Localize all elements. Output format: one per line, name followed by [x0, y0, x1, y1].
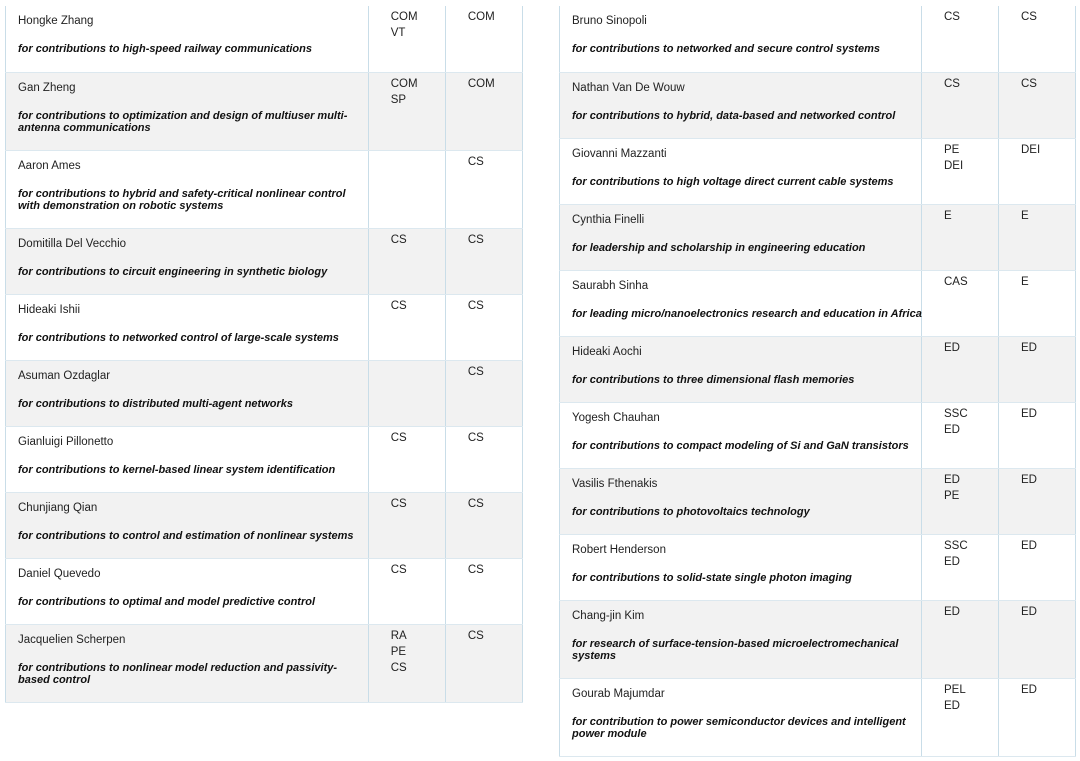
evaluation-cell	[999, 402, 1076, 468]
society-list: PEL ED	[944, 683, 966, 712]
evaluation-society: CS	[467, 299, 484, 312]
fellow-cell	[560, 678, 922, 756]
society-cell	[368, 150, 445, 228]
fellow-cell	[6, 150, 369, 228]
evaluation-society: ED	[1021, 605, 1037, 618]
table-row	[6, 492, 523, 558]
fellow-citation: for contributions to control and estimation of nonlinear systems	[18, 529, 354, 542]
evaluation-society: DEI	[1021, 143, 1041, 156]
society-cell	[368, 294, 445, 360]
evaluation-cell	[999, 468, 1076, 534]
evaluation-society: CS	[467, 497, 484, 510]
society-list: CAS	[944, 275, 968, 288]
fellow-citation: for contributions to three dimensional flash memories	[572, 373, 855, 386]
society-list: COM SP	[390, 77, 418, 106]
fellow-name: Saurabh Sinha	[572, 279, 649, 292]
evaluation-society: COM	[467, 11, 495, 23]
society-list: ED	[944, 341, 960, 354]
table-row	[6, 72, 523, 150]
fellow-cell	[560, 402, 922, 468]
table-row	[6, 624, 523, 702]
society-cell	[368, 426, 445, 492]
society-list: CS	[944, 11, 960, 23]
table-row	[560, 204, 1076, 270]
table-row	[6, 426, 523, 492]
evaluation-society: CS	[1021, 11, 1037, 23]
society-cell	[368, 360, 445, 426]
right-table-body	[560, 6, 1076, 756]
fellow-citation: for contributions to high voltage direct current cable systems	[572, 175, 894, 188]
evaluation-cell	[999, 204, 1076, 270]
fellow-name: Robert Henderson	[572, 543, 666, 556]
fellow-name: Yogesh Chauhan	[572, 411, 660, 424]
evaluation-cell	[445, 624, 522, 702]
fellow-cell	[6, 72, 369, 150]
evaluation-cell	[445, 294, 522, 360]
fellow-citation: for research of surface-tension-based microelectromechanical systems	[572, 637, 899, 662]
society-list: CS	[390, 497, 407, 510]
left-table-body	[6, 6, 523, 702]
fellow-cell	[6, 558, 369, 624]
table-row	[6, 150, 523, 228]
evaluation-cell	[999, 534, 1076, 600]
table-row	[560, 468, 1076, 534]
fellow-cell	[560, 72, 922, 138]
fellow-citation: for leadership and scholarship in engineering education	[572, 241, 866, 254]
evaluation-cell	[999, 138, 1076, 204]
society-list: SSC ED	[944, 539, 968, 568]
fellow-cell	[6, 360, 369, 426]
society-list: ED PE	[944, 473, 960, 502]
evaluation-cell	[445, 426, 522, 492]
fellow-name: Jacquelien Scherpen	[18, 633, 126, 646]
evaluation-cell	[445, 228, 522, 294]
evaluation-society: E	[1021, 275, 1029, 288]
society-list: CS	[390, 299, 407, 312]
evaluation-society: ED	[1021, 539, 1037, 552]
table-row	[6, 6, 523, 72]
evaluation-cell	[445, 492, 522, 558]
evaluation-society: E	[1021, 209, 1029, 222]
evaluation-cell	[445, 558, 522, 624]
table-row	[6, 558, 523, 624]
table-row	[6, 360, 523, 426]
evaluation-society: CS	[467, 431, 484, 444]
fellow-name: Cynthia Finelli	[572, 213, 645, 226]
society-cell	[922, 72, 999, 138]
society-cell	[368, 624, 445, 702]
fellow-cell	[560, 534, 922, 600]
fellow-name: Aaron Ames	[18, 159, 81, 172]
fellow-name: Daniel Quevedo	[18, 567, 101, 580]
fellow-cell	[6, 228, 369, 294]
evaluation-cell	[445, 150, 522, 228]
fellow-citation: for contributions to optimal and model predictive control	[18, 595, 316, 608]
fellow-name: Hideaki Ishii	[18, 303, 80, 316]
society-cell	[922, 678, 999, 756]
society-cell	[922, 6, 999, 72]
society-cell	[368, 72, 445, 150]
society-cell	[368, 6, 445, 72]
evaluation-society: ED	[1021, 407, 1037, 420]
evaluation-cell	[999, 270, 1076, 336]
table-row	[560, 678, 1076, 756]
fellow-citation: for contributions to networked and secure control systems	[572, 43, 881, 55]
society-cell	[922, 600, 999, 678]
evaluation-cell	[445, 360, 522, 426]
table-row	[560, 72, 1076, 138]
fellow-cell	[560, 6, 922, 72]
evaluation-society: ED	[1021, 341, 1037, 354]
society-list: RA PE CS	[390, 629, 407, 674]
evaluation-cell	[999, 72, 1076, 138]
fellow-citation: for contributions to compact modeling of Si and GaN transistors	[572, 439, 909, 452]
society-list: PE DEI	[944, 143, 964, 172]
fellow-cell	[6, 624, 369, 702]
fellow-cell	[560, 204, 922, 270]
table-row	[560, 270, 1076, 336]
fellow-name: Giovanni Mazzanti	[572, 147, 667, 160]
evaluation-society: ED	[1021, 473, 1037, 486]
evaluation-cell	[999, 336, 1076, 402]
society-list: E	[944, 209, 952, 222]
table-row	[560, 402, 1076, 468]
table-row	[560, 6, 1076, 72]
fellow-name: Bruno Sinopoli	[572, 15, 647, 27]
fellow-citation: for contributions to high-speed railway communications	[18, 43, 312, 55]
fellow-name: Nathan Van De Wouw	[572, 81, 685, 94]
society-cell	[922, 204, 999, 270]
society-list: CS	[390, 233, 407, 246]
fellow-citation: for contributions to hybrid, data-based and networked control	[572, 109, 896, 122]
table-row	[560, 600, 1076, 678]
fellow-cell	[6, 426, 369, 492]
evaluation-society: CS	[467, 155, 484, 168]
evaluation-society: ED	[1021, 683, 1037, 696]
fellow-name: Chang-jin Kim	[572, 609, 645, 622]
evaluation-society: CS	[467, 233, 484, 246]
fellow-citation: for contributions to distributed multi-agent networks	[18, 397, 293, 410]
society-cell	[368, 558, 445, 624]
fellows-table-right	[559, 6, 1076, 757]
fellows-table-left	[5, 6, 523, 703]
society-list: CS	[390, 431, 407, 444]
fellow-citation: for contributions to solid-state single photon imaging	[572, 571, 852, 584]
fellow-name: Hongke Zhang	[18, 15, 94, 27]
evaluation-cell	[999, 6, 1076, 72]
society-cell	[922, 468, 999, 534]
fellow-name: Domitilla Del Vecchio	[18, 237, 127, 250]
society-list: ED	[944, 605, 960, 618]
society-cell	[922, 336, 999, 402]
fellow-cell	[560, 138, 922, 204]
evaluation-society: CS	[467, 629, 484, 642]
fellow-cell	[560, 336, 922, 402]
fellow-cell	[6, 6, 369, 72]
fellow-citation: for contributions to nonlinear model reduction and passivity-based control	[18, 661, 338, 686]
evaluation-society: CS	[467, 563, 484, 576]
evaluation-society: CS	[1021, 77, 1037, 90]
fellow-citation: for contributions to photovoltaics technology	[572, 505, 810, 518]
society-cell	[922, 138, 999, 204]
fellow-citation: for contributions to circuit engineering in synthetic biology	[18, 265, 328, 278]
evaluation-cell	[999, 678, 1076, 756]
society-cell	[368, 228, 445, 294]
society-cell	[368, 492, 445, 558]
evaluation-society: CS	[467, 365, 484, 378]
society-list: SSC ED	[944, 407, 968, 436]
fellow-name: Chunjiang Qian	[18, 501, 98, 514]
fellow-name: Vasilis Fthenakis	[572, 477, 658, 490]
fellow-name: Gianluigi Pillonetto	[18, 435, 114, 448]
society-list: CS	[944, 77, 960, 90]
fellow-name: Hideaki Aochi	[572, 345, 642, 358]
table-row	[560, 534, 1076, 600]
fellow-name: Gourab Majumdar	[572, 687, 665, 700]
fellow-cell	[6, 294, 369, 360]
fellow-citation: for contributions to networked control of large-scale systems	[18, 331, 339, 344]
evaluation-cell	[999, 600, 1076, 678]
fellow-citation: for contributions to hybrid and safety-critical nonlinear control with demonstration on robotic systems	[18, 187, 346, 212]
table-row	[6, 294, 523, 360]
society-cell	[922, 534, 999, 600]
society-cell	[922, 270, 999, 336]
evaluation-cell	[445, 72, 522, 150]
fellow-cell	[560, 600, 922, 678]
fellow-cell	[560, 270, 922, 336]
fellow-citation: for contributions to optimization and design of multiuser multi-antenna communications	[18, 109, 348, 134]
fellow-cell	[560, 468, 922, 534]
evaluation-cell	[445, 6, 522, 72]
fellow-cell	[6, 492, 369, 558]
fellow-citation: for leading micro/nanoelectronics research and education in Africa	[572, 307, 922, 320]
society-list: CS	[390, 563, 407, 576]
evaluation-society: COM	[467, 77, 495, 90]
table-row	[560, 336, 1076, 402]
table-row	[6, 228, 523, 294]
table-row	[560, 138, 1076, 204]
fellow-citation: for contributions to kernel-based linear system identification	[18, 463, 336, 476]
fellow-citation: for contribution to power semiconductor devices and intelligent power module	[572, 715, 906, 740]
society-list: COM VT	[390, 11, 418, 39]
fellow-name: Asuman Ozdaglar	[18, 369, 111, 382]
fellow-name: Gan Zheng	[18, 81, 76, 94]
society-cell	[922, 402, 999, 468]
